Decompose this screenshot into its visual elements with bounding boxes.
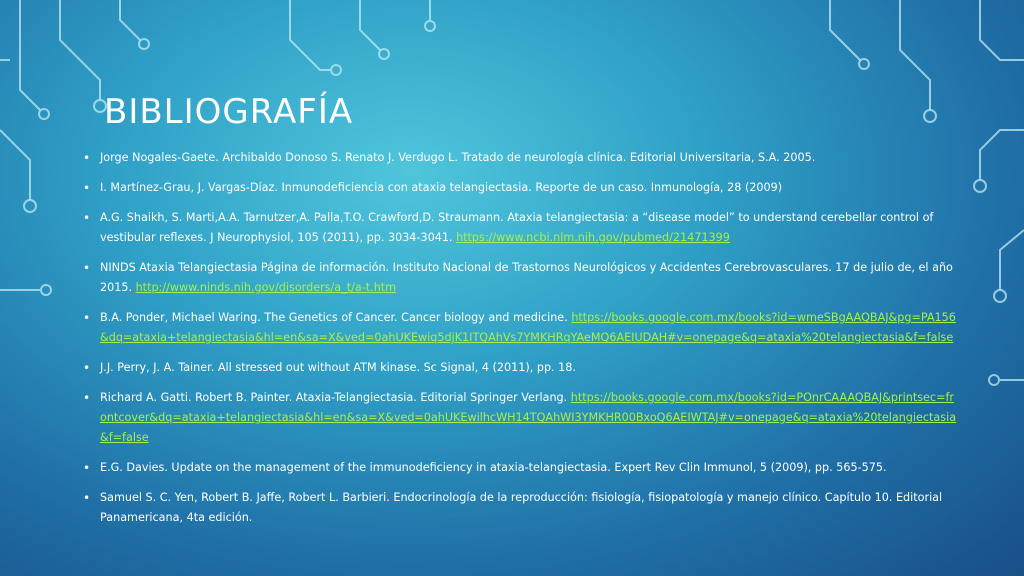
reference-item (80, 148, 960, 168)
reference-text: A.G. Shaikh, S. Marti,A.A. Tarnutzer,A. Palla,T.O. Crawford,D. Straumann. Ataxia telangiectasia: a “disease model” to understand cerebellar control of vestibular reflexes. J Neurophysiol, 105 (2011), pp. 3034-3041. (100, 211, 934, 244)
reference-item (80, 388, 960, 448)
reference-item (80, 488, 960, 528)
reference-text: Jorge Nogales-Gaete. Archibaldo Donoso S. Renato J. Verdugo L. Tratado de neurología clínica. Editorial Universitaria, S.A. 2005. (100, 151, 816, 164)
reference-item (80, 258, 960, 298)
reference-link[interactable]: https://books.google.com.mx/books?id=wmeSBgAAQBAJ&pg=PA156&dq=ataxia+telangiectasia&hl=en&sa=X&ved=0ahUKEwiq5djK1ITQAhVs7YMKHRqYAeMQ6AEIUDAH#v=onepage&q=ataxia%20telangiectasia&f=false (100, 311, 956, 344)
reference-text: Samuel S. C. Yen, Robert B. Jaffe, Robert L. Barbieri. Endocrinología de la reproducción: fisiología, fisiopatología y manejo clínico. Capítulo 10. Editorial Panamericana, 4ta edición. (100, 491, 943, 524)
reference-link[interactable]: http://www.ninds.nih.gov/disorders/a_t/a-t.htm (135, 281, 397, 294)
reference-text: NINDS Ataxia Telangiectasia Página de información. Instituto Nacional de Trastornos Neurológicos y Accidentes Cerebrovasculares. 17 de julio de, el año 2015. (100, 261, 953, 294)
reference-item (80, 458, 960, 478)
reference-link[interactable]: https://books.google.com.mx/books?id=POnrCAAAQBAJ&printsec=frontcover&dq=ataxia+telangiectasia&hl=en&sa=X&ved=0ahUKEwilhcWH14TQAhWI3YMKHR00BxoQ6AEIWTAJ#v=onepage&q=ataxia%20telangiectasia&f=false (100, 391, 957, 444)
slide-title: BIBLIOGRAFÍA (104, 92, 354, 132)
reference-item (80, 308, 960, 348)
reference-item (80, 178, 960, 198)
reference-text: B.A. Ponder, Michael Waring. The Genetics of Cancer. Cancer biology and medicine. (100, 311, 572, 324)
reference-text: J.J. Perry, J. A. Tainer. All stressed out without ATM kinase. Sc Signal, 4 (2011), pp. 18. (100, 361, 576, 374)
reference-text: E.G. Davies. Update on the management of the immunodeficiency in ataxia-telangiectasia. Expert Rev Clin Immunol, 5 (2009), pp. 565-575. (100, 461, 887, 474)
reference-item (80, 358, 960, 378)
reference-text: I. Martínez-Grau, J. Vargas-Díaz. Inmunodeficiencia con ataxia telangiectasia. Reporte de un caso. Inmunología, 28 (2009) (100, 181, 783, 194)
reference-link[interactable]: https://www.ncbi.nlm.nih.gov/pubmed/21471399 (456, 231, 730, 244)
reference-item (80, 208, 960, 248)
reference-text: Richard A. Gatti. Robert B. Painter. Ataxia-Telangiectasia. Editorial Springer Verlang. (100, 391, 571, 404)
reference-list (80, 148, 960, 538)
